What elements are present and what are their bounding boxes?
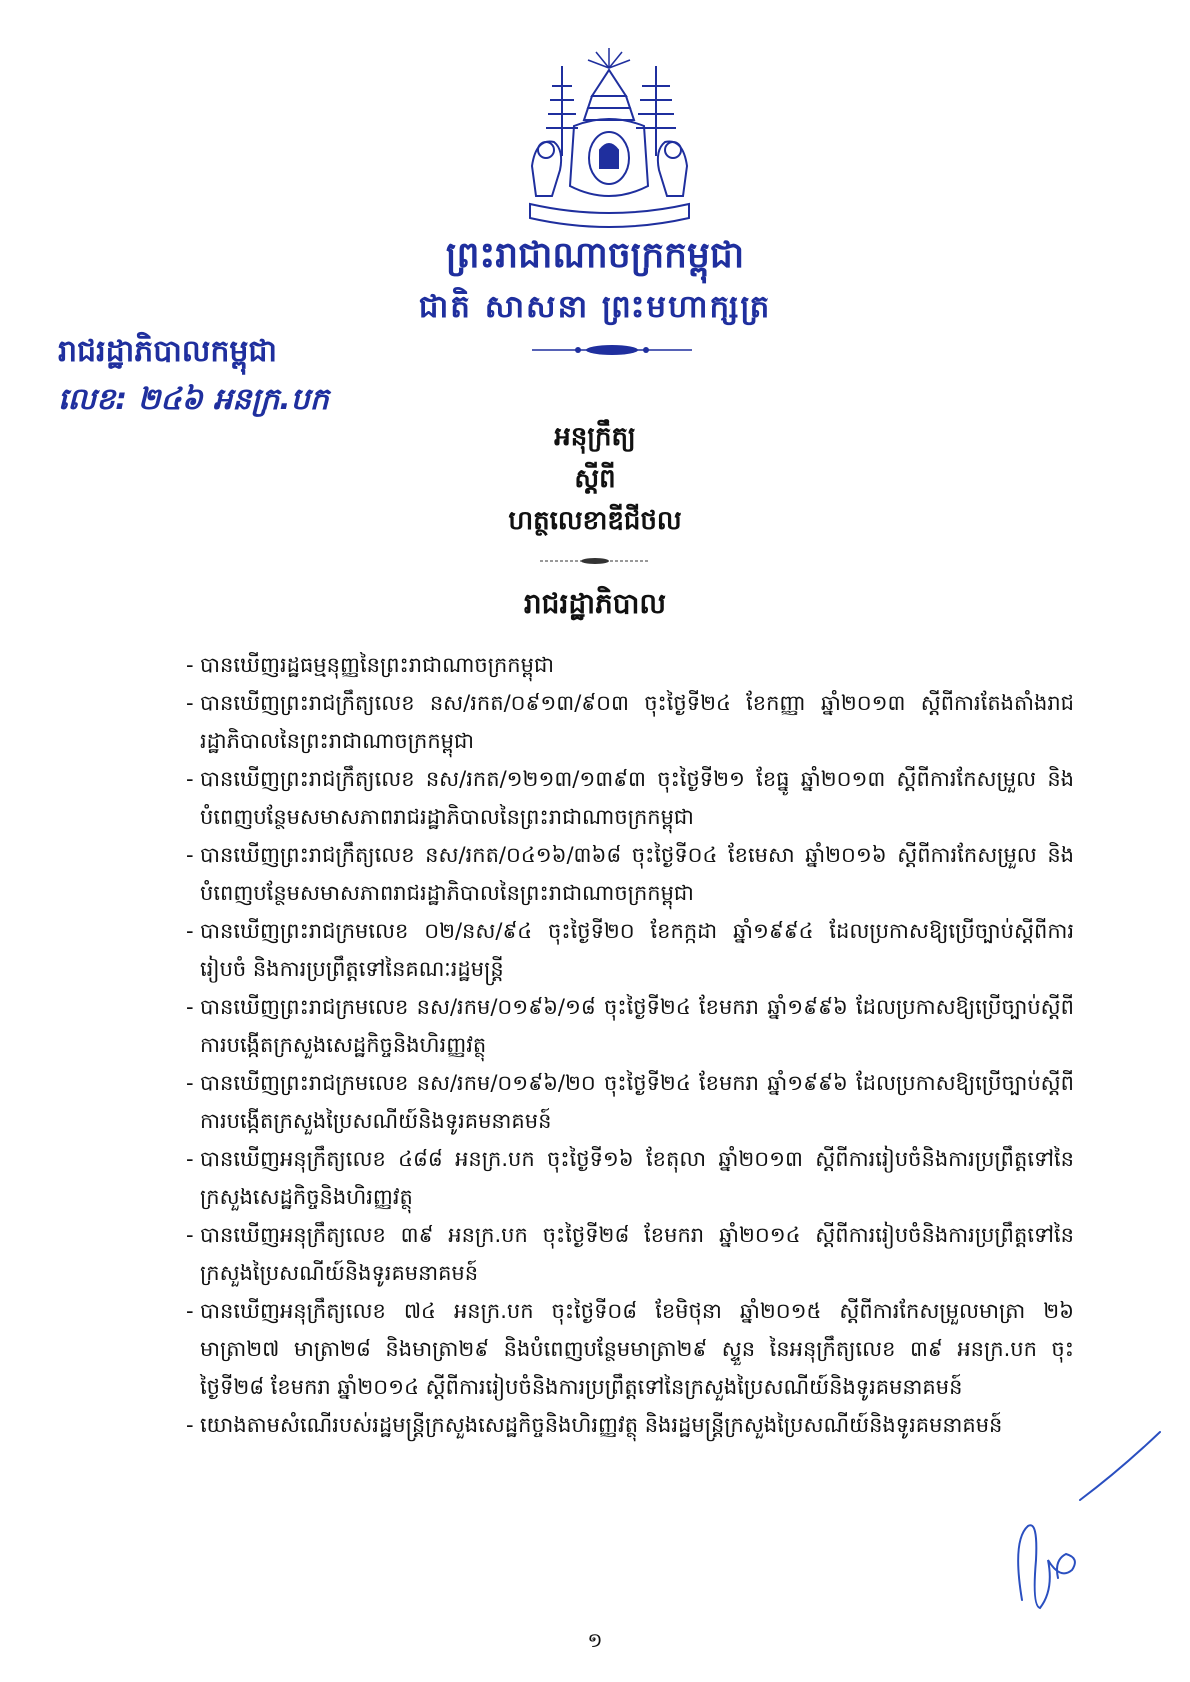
list-dash: - xyxy=(186,1223,194,1247)
list-dash: - xyxy=(186,1071,194,1095)
recital-item xyxy=(186,1406,1074,1444)
list-dash: - xyxy=(186,1299,194,1323)
recital-item xyxy=(186,988,1074,1064)
recital-item xyxy=(186,684,1074,760)
title-divider xyxy=(540,557,650,565)
recital-text: បានឃើញព្រះរាជក្រមលេខ នស/រកម/០១៩៦/២០ ចុះថ្ងៃទី២៤ ខែមករា ឆ្នាំ១៩៩៦ ដែលប្រកាសឱ្យប្រើច្បាប់ស្តីពីការបង្កើតក្រសួងប្រៃសណីយ៍និងទូរគមនាគមន៍ xyxy=(200,1071,1074,1133)
recital-item xyxy=(186,1064,1074,1140)
recital-text: បានឃើញព្រះរាជក្រឹត្យលេខ នស/រកត/០៤១៦/៣៦៨ ចុះថ្ងៃទី០៤ ខែមេសា ឆ្នាំ២០១៦ ស្តីពីការកែសម្រួល និងបំពេញបន្ថែមសមាសភាពរាជរដ្ឋាភិបាលនៃព្រះរាជាណាចក្រកម្ពុជា xyxy=(200,843,1074,905)
document-type: អនុក្រឹត្យ xyxy=(554,422,636,452)
recital-item xyxy=(186,912,1074,988)
recital-text: យោងតាមសំណើរបស់រដ្ឋមន្ត្រីក្រសួងសេដ្ឋកិច្ចនិងហិរញ្ញវត្ថុ និងរដ្ឋមន្ត្រីក្រសួងប្រៃសណីយ៍និងទូរគមនាគមន៍ xyxy=(200,1413,1003,1437)
list-dash: - xyxy=(186,919,194,943)
list-dash: - xyxy=(186,767,194,791)
recital-text: បានឃើញព្រះរាជក្រឹត្យលេខ នស/រកត/១២១៣/១៣៩៣ ចុះថ្ងៃទី២១ ខែធ្នូ ឆ្នាំ២០១៣ ស្តីពីការកែសម្រួល និងបំពេញបន្ថែមសមាសភាពរាជរដ្ឋាភិបាលនៃព្រះរាជាណាចក្រកម្ពុជា xyxy=(200,767,1074,829)
enacting-authority: រាជរដ្ឋាភិបាល xyxy=(523,587,667,620)
document-reference-number: លេខ: ២៤៦ អនក្រ.បក xyxy=(58,382,329,417)
recital-text: បានឃើញព្រះរាជក្រមលេខ ០២/នស/៩៤ ចុះថ្ងៃទី២០ ខែកក្កដា ឆ្នាំ១៩៩៤ ដែលប្រកាសឱ្យប្រើច្បាប់ស្តីពីការរៀបចំ និងការប្រព្រឹត្តទៅនៃគណៈរដ្ឋមន្ត្រី xyxy=(200,919,1074,981)
list-dash: - xyxy=(186,691,194,715)
issuing-authority: រាជរដ្ឋាភិបាលកម្ពុជា xyxy=(58,334,277,369)
recital-item xyxy=(186,1216,1074,1292)
recital-item xyxy=(186,646,1074,684)
recital-text: បានឃើញអនុក្រឹត្យលេខ ៣៩ អនក្រ.បក ចុះថ្ងៃទី២៨ ខែមករា ឆ្នាំ២០១៤ ស្តីពីការរៀបចំនិងការប្រព្រឹត្តទៅនៃក្រសួងប្រៃសណីយ៍និងទូរគមនាគមន៍ xyxy=(200,1223,1074,1285)
recital-item xyxy=(186,1140,1074,1216)
recitals-list xyxy=(186,646,1074,1444)
recital-text: បានឃើញរដ្ឋធម្មនុញ្ញនៃព្រះរាជាណាចក្រកម្ពុជា xyxy=(200,653,554,677)
national-motto: ជាតិ សាសនា ព្រះមហាក្សត្រ xyxy=(418,289,772,325)
handwritten-signature xyxy=(1010,1430,1175,1620)
recital-text: បានឃើញព្រះរាជក្រឹត្យលេខ នស/រកត/០៩១៣/៩០៣ ចុះថ្ងៃទី២៤ ខែកញ្ញា ឆ្នាំ២០១៣ ស្តីពីការតែងតាំងរាជរដ្ឋាភិបាលនៃព្រះរាជាណាចក្រកម្ពុជា xyxy=(200,691,1074,753)
title-concerning: ស្តីពី xyxy=(574,464,616,494)
document-subject: ហត្ថលេខាឌីជីថល xyxy=(508,506,682,536)
recital-text: បានឃើញអនុក្រឹត្យលេខ ៧៤ អនក្រ.បក ចុះថ្ងៃទី០៨ ខែមិថុនា ឆ្នាំ២០១៥ ស្តីពីការកែសម្រួលមាត្រា ២៦ មាត្រា២៧ មាត្រា២៨ និងមាត្រា២៩ និងបំពេញបន្ថែមមាត្រា២៩ ស្ទួន នៃអនុក្រឹត្យលេខ ៣៩ អនក្រ.បក ចុះថ្ងៃទី២៨ ខែមករា ឆ្នាំ២០១៤ ស្តីពីការរៀបចំនិងការប្រព្រឹត្តទៅនៃក្រសួងប្រៃសណីយ៍និងទូរគមនាគមន៍ xyxy=(200,1299,1074,1399)
recital-text: បានឃើញអនុក្រឹត្យលេខ ៤៨៨ អនក្រ.បក ចុះថ្ងៃទី១៦ ខែតុលា ឆ្នាំ២០១៣ ស្តីពីការរៀបចំនិងការប្រព្រឹត្តទៅនៃក្រសួងសេដ្ឋកិច្ចនិងហិរញ្ញវត្ថុ xyxy=(200,1147,1074,1209)
kingdom-name: ព្រះរាជាណាចក្រកម្ពុជា xyxy=(445,235,745,276)
list-dash: - xyxy=(186,843,194,867)
recital-item xyxy=(186,760,1074,836)
list-dash: - xyxy=(186,1413,194,1437)
recital-item xyxy=(186,1292,1074,1406)
royal-coat-of-arms-icon xyxy=(522,46,697,228)
page-number: ១ xyxy=(587,1628,603,1652)
list-dash: - xyxy=(186,1147,194,1171)
recital-text: បានឃើញព្រះរាជក្រមលេខ នស/រកម/០១៩៦/១៨ ចុះថ្ងៃទី២៤ ខែមករា ឆ្នាំ១៩៩៦ ដែលប្រកាសឱ្យប្រើច្បាប់ស្តីពីការបង្កើតក្រសួងសេដ្ឋកិច្ចនិងហិរញ្ញវត្ថុ xyxy=(200,995,1074,1057)
recital-item xyxy=(186,836,1074,912)
list-dash: - xyxy=(186,995,194,1019)
list-dash: - xyxy=(186,653,194,677)
ornamental-divider xyxy=(532,343,692,357)
